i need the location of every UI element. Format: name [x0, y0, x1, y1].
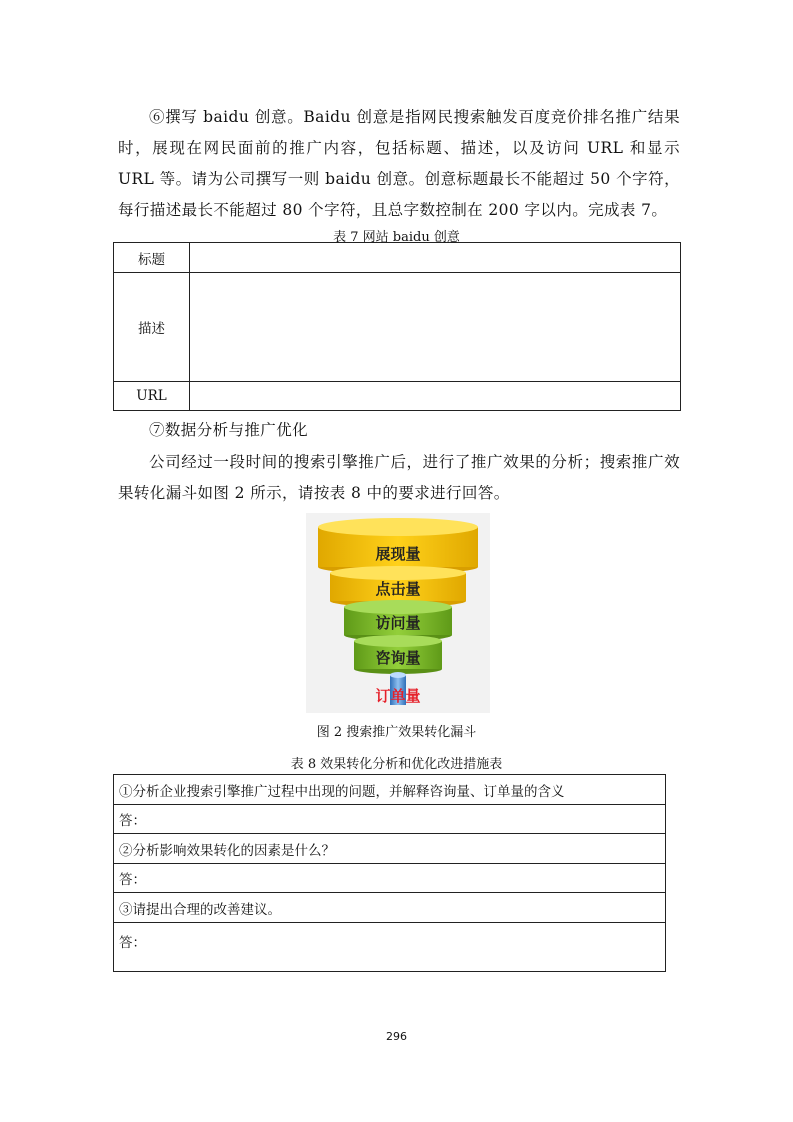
table7-label-description: 描述	[114, 273, 190, 382]
funnel-level-orders: 订单量	[375, 687, 421, 705]
table7-label-url: URL	[114, 382, 190, 411]
funnel-level-visits: 访问量	[375, 614, 421, 632]
table-row	[114, 775, 666, 805]
table-row	[114, 243, 681, 273]
table7-value-title[interactable]	[190, 243, 681, 273]
figure2-caption: 图 2 搜索推广效果转化漏斗	[316, 725, 477, 740]
table7-caption: 表 7 网站 baidu 创意	[333, 230, 460, 245]
table7-label-title: 标题	[114, 243, 190, 273]
table8-answer-1[interactable]: 答：	[114, 805, 666, 834]
table7-value-description[interactable]	[190, 273, 681, 382]
conversion-funnel-figure	[306, 513, 490, 713]
table-row	[114, 273, 681, 382]
table8	[113, 774, 666, 972]
funnel-level-clicks: 点击量	[375, 580, 421, 598]
table-row	[114, 382, 681, 411]
table8-question-2: ②分析影响效果转化的因素是什么？	[114, 834, 666, 864]
table7	[113, 242, 681, 411]
table7-value-url[interactable]	[190, 382, 681, 411]
table8-question-1: ①分析企业搜索引擎推广过程中出现的问题，并解释咨询量、订单量的含义	[114, 775, 666, 805]
intro-paragraph: ⑥撰写 baidu 创意。Baidu 创意是指网民搜索触发百度竞价排名推广结果时，展现在网民面前的推广内容，包括标题、描述，以及访问 URL 和显示 URL 等。请为公司撰写一则 baidu 创意。创意标题最长不能超过 50 个字符，每行描述最长不能超过 80 个字符，且总字数控制在 200 字以内。完成表 7。	[118, 108, 680, 219]
section7-paragraph: 公司经过一段时间的搜索引擎推广后，进行了推广效果的分析；搜索推广效果转化漏斗如图 2 所示，请按表 8 中的要求进行回答。	[118, 453, 680, 502]
funnel-level-impressions: 展现量	[375, 545, 421, 563]
table-row	[114, 864, 666, 893]
table8-question-3: ③请提出合理的改善建议。	[114, 893, 666, 923]
table-row	[114, 923, 666, 972]
table-row	[114, 893, 666, 923]
page-number: 296	[386, 1030, 407, 1043]
table-row	[114, 805, 666, 834]
section7-heading: ⑦数据分析与推广优化	[149, 421, 309, 439]
table8-answer-2[interactable]: 答：	[114, 864, 666, 893]
funnel-level-inquiries: 咨询量	[375, 649, 421, 667]
table8-answer-3[interactable]: 答：	[114, 923, 666, 972]
table-row	[114, 834, 666, 864]
table8-caption: 表 8 效果转化分析和优化改进措施表	[290, 757, 503, 772]
